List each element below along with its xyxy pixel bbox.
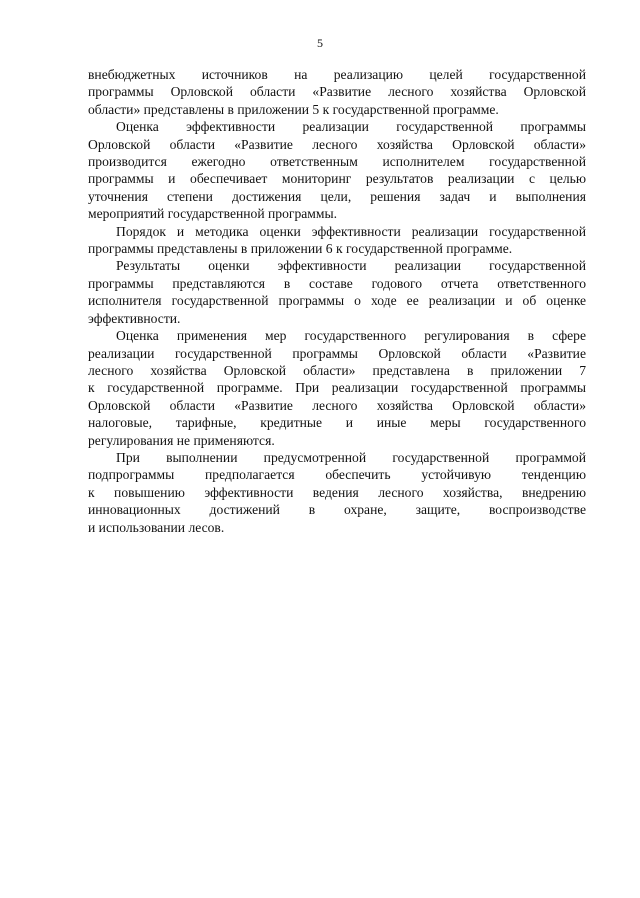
text-line: Орловской области «Развитие лесного хозяйства Орловской области» <box>88 136 586 152</box>
text-line: программы представлены в приложении 6 к государственной программе. <box>88 241 513 257</box>
text-line: и использовании лесов. <box>88 519 225 535</box>
text-line: области» представлены в приложении 5 к государственной программе. <box>88 101 499 117</box>
text-line: лесного хозяйства Орловской области» представлена в приложении 7 <box>88 362 586 378</box>
document-body <box>88 66 586 536</box>
text-line: Порядок и методика оценки эффективности реализации государственной <box>116 223 586 239</box>
text-line: подпрограммы предполагается обеспечить устойчивую тенденцию <box>88 467 586 483</box>
text-line: к повышению эффективности ведения лесного хозяйства, внедрению <box>88 484 586 500</box>
text-line: программы Орловской области «Развитие лесного хозяйства Орловской <box>88 84 586 100</box>
paragraph-6 <box>88 449 586 536</box>
text-line: к государственной программе. При реализации государственной программы <box>88 380 586 396</box>
paragraph-3 <box>88 223 586 258</box>
text-line: внебюджетных источников на реализацию целей государственной <box>88 67 586 82</box>
text-line: уточнения степени достижения цели, решения задач и выполнения <box>88 188 586 204</box>
text-line: эффективности. <box>88 310 181 326</box>
text-line: мероприятий государственной программы. <box>88 206 338 222</box>
paragraph-1 <box>88 66 586 118</box>
text-line: исполнителя государственной программы о ходе ее реализации и об оценке <box>88 293 586 309</box>
text-line: регулирования не применяются. <box>88 432 275 448</box>
paragraph-5 <box>88 327 586 449</box>
text-line: Оценка применения мер государственного регулирования в сфере <box>116 328 586 344</box>
text-line: программы и обеспечивает мониторинг результатов реализации с целью <box>88 171 586 187</box>
text-line: реализации государственной программы Орловской области «Развитие <box>88 345 586 361</box>
text-line: При выполнении предусмотренной государственной программой <box>116 449 586 465</box>
text-line: Результаты оценки эффективности реализации государственной <box>116 258 586 274</box>
text-line: Орловской области «Развитие лесного хозяйства Орловской области» <box>88 397 586 413</box>
text-line: производится ежегодно ответственным исполнителем государственной <box>88 154 586 170</box>
text-line: инновационных достижений в охране, защите, воспроизводстве <box>88 502 586 518</box>
paragraph-2 <box>88 118 586 222</box>
text-line: налоговые, тарифные, кредитные и иные меры государственного <box>88 415 586 431</box>
page-number: 5 <box>317 36 323 50</box>
paragraph-4 <box>88 257 586 327</box>
text-line: Оценка эффективности реализации государственной программы <box>116 119 586 135</box>
text-line: программы представляются в составе годового отчета ответственного <box>88 275 586 291</box>
